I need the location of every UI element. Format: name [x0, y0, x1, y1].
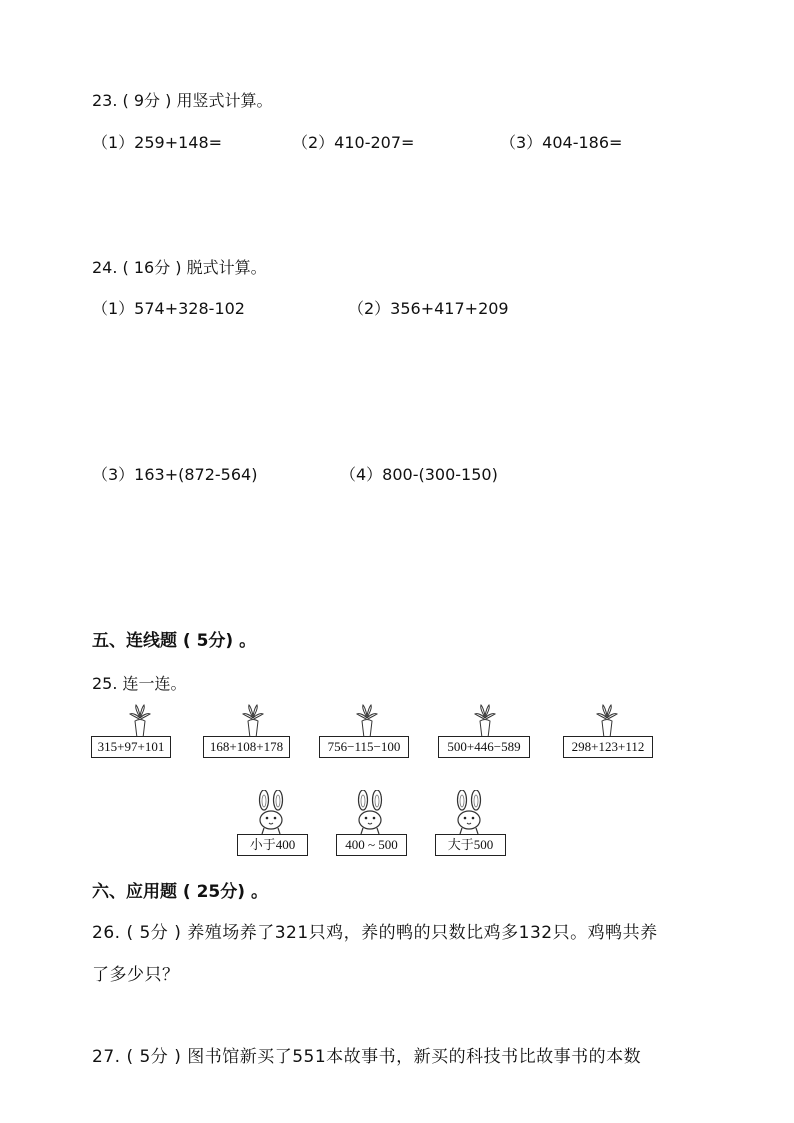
q23-item-3: （3）404-186= [500, 133, 623, 152]
q23-item-1: （1）259+148= [92, 133, 223, 152]
q27-line-1: 27. ( 5分 ) 图书馆新买了551本故事书，新买的科技书比故事书的本数 [92, 1047, 642, 1067]
q26-line-2: 了多少只？ [92, 965, 180, 985]
q24-item-2: （2）356+417+209 [348, 299, 509, 318]
carrot-icon [241, 704, 265, 738]
q24-item-4: （4）800-(300-150) [340, 465, 498, 484]
carrot-icon [128, 704, 152, 738]
carrot-icon [355, 704, 379, 738]
rabbit-icon [451, 790, 487, 834]
section-5-title: 五、连线题 ( 5分) 。 [92, 631, 257, 651]
carrot-expression-5[interactable]: 298+123+112 [563, 736, 653, 758]
carrot-icon [473, 704, 497, 738]
q24-title: 24. ( 16分 ) 脱式计算。 [92, 258, 267, 277]
bunny-label-2[interactable]: 400 ~ 500 [336, 834, 407, 856]
carrot-expression-1[interactable]: 315+97+101 [91, 736, 171, 758]
bunny-label-1[interactable]: 小于400 [237, 834, 308, 856]
q25-title: 25. 连一连。 [92, 674, 187, 693]
section-6-title: 六、应用题 ( 25分) 。 [92, 882, 268, 902]
q24-item-3: （3）163+(872-564) [92, 465, 258, 484]
q23-title: 23. ( 9分 ) 用竖式计算。 [92, 91, 273, 110]
carrot-expression-3[interactable]: 756−115−100 [319, 736, 409, 758]
q26-line-1: 26. ( 5分 ) 养殖场养了321只鸡，养的鸭的只数比鸡多132只。鸡鸭共养 [92, 923, 658, 943]
carrot-icon [595, 704, 619, 738]
carrot-expression-4[interactable]: 500+446−589 [438, 736, 530, 758]
rabbit-icon [352, 790, 388, 834]
bunny-label-3[interactable]: 大于500 [435, 834, 506, 856]
q24-item-1: （1）574+328-102 [92, 299, 245, 318]
rabbit-icon [253, 790, 289, 834]
carrot-expression-2[interactable]: 168+108+178 [203, 736, 290, 758]
q23-item-2: （2）410-207= [292, 133, 415, 152]
